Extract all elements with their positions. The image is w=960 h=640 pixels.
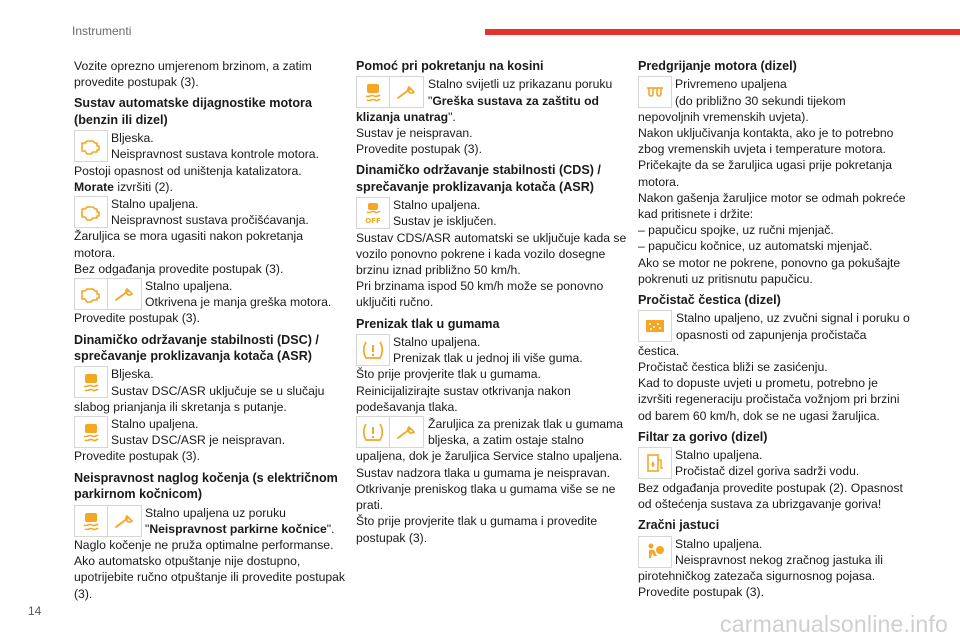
tyre-pressure-icon [356,334,390,366]
body-text: Bez odgađanja provedite postupak (2). Opasnost od oštećenja sustava za ubrizgavanje goriva! [638,480,903,511]
warning-description: Stalno upaljena. Sustav je isključen. [393,198,497,229]
section-title-preheating: Predgrijanje motora (dizel) [638,59,797,73]
warning-description: Stalno upaljena. Prenizak tlak u jednoj ili više guma. [393,335,583,366]
body-text: Sustav nadzora tlaka u gumama je neispravan. Otkrivanje preniskog tlaka u gumama više se ne prati. Što prije provjerite tlak u gumama i provedite postupak (3). [356,465,616,545]
body-text: Provedite postupak (3). [74,449,201,464]
body-text: Naglo kočenje ne pruža optimalne performanse. Ako automatsko otpuštanje nije dostupno, upotrijebite ručno otpuštanje ili provedite postupak (3). [74,537,346,601]
warning-row [74,416,346,448]
body-text: slabog prianjanja ili skretanja s putanje. [74,399,287,414]
warning-row [74,278,346,310]
section-title-fuel-filter: Filtar za gorivo (dizel) [638,429,768,444]
warning-description: Stalno svijetli uz prikazanu poruku "Greška sustava za zaštitu od klizanja unatrag". [356,77,613,124]
section-title-airbags: Zračni jastuci [638,518,720,533]
section-title-particle-filter: Pročistač čestica (dizel) [638,293,781,308]
body-text: Provedite postupak (3). [74,311,201,326]
skid-off-icon [356,197,390,229]
warning-description: Stalno upaljena. Sustav DSC/ASR je neispravan. [111,417,286,448]
section-title-emergency-braking: Neispravnost naglog kočenja (s električnom parkirnom kočnicom) [74,470,338,502]
wrench-icon [390,76,424,108]
body-text: Što prije provjerite tlak u gumama. Reinicijalizirajte sustav otkrivanja nakon podešavanja tlaka. [356,367,571,414]
warning-row [638,310,910,359]
particle-filter-icon [638,310,672,342]
warning-description: Privremeno upaljena (do približno 30 sekundi tijekom [675,77,846,108]
column-2 [356,58,628,546]
skid-warning-icon [74,416,108,448]
warning-row [356,197,628,229]
page-number: 14 [28,604,42,618]
warning-description: Žaruljica za prenizak tlak u gumama bljeska, a zatim ostaje stalno upaljena, dok je žaruljica Service stalno upaljena. [356,417,624,464]
body-text: Pročistač čestica bliži se zasićenju. Kad to dopuste uvjeti u prometu, potrebno je izvršiti regeneraciju pročistača vožnjom pri brzini od barem 60 km/h, dok se ne ugasi žaruljica. [638,360,900,423]
skid-warning-icon [356,76,390,108]
warning-description: Stalno upaljeno, uz zvučni signal i poruku o opasnosti od zapunjenja pročistača čestica. [638,311,910,358]
body-text: Sustav CDS/ASR automatski se uključuje kada se vozilo ponovno pokrene i kada vozilo dosegne brzinu iznad približno 50 km/h. Pri brzinama ispod 50 km/h može se ponovno uključiti ručno. [356,230,627,310]
section-title-cds-asr: Dinamičko održavanje stabilnosti (CDS) / sprečavanje proklizavanja kotača (ASR) [356,163,601,194]
warning-row [74,196,346,228]
header-accent-bar [485,29,960,35]
tyre-pressure-icon [356,416,390,448]
wrench-icon [108,278,142,310]
body-text: nepovoljnih vremenskih uvjeta). Nakon uključivanja kontakta, ako je to potrebno zbog vremenskih uvjeta i temperature motora. Pričekajte da se žaruljica ugasi prije pokretanja motora. Nakon gašenja žaruljice motor se odmah pokreće kad pritisnete i držite: – papučicu spojke, uz ručni mjenjač. – papučicu kočnice, uz automatski mjenjač. Ako se motor ne pokrene, ponovno ga pokušajte pokrenuti uz pritisnutu papučicu. [638,109,906,286]
warning-row [74,505,346,537]
warning-row [356,416,628,465]
warning-row [638,447,910,479]
wrench-icon [390,416,424,448]
watermark: carmanualsonline.info [720,611,948,637]
warning-description: Stalno upaljena. Pročistač dizel goriva sadrži vodu. [675,448,860,479]
column-3 [638,58,910,600]
body-text: Sustav je neispravan. Provedite postupak (3). [356,126,483,157]
section-title-engine-diagnostics: Sustav automatske dijagnostike motora (benzin ili dizel) [74,96,312,127]
skid-warning-icon [74,366,108,398]
glow-plug-icon [638,76,672,108]
warning-description: Stalno upaljena uz poruku "Neispravnost parkirne kočnice". [145,505,335,536]
skid-warning-icon [74,505,108,537]
warning-row [74,366,346,398]
warning-description: Stalno upaljena. Otkrivena je manja greška motora. [145,279,332,310]
warning-row [638,76,910,108]
body-text: Žaruljica se mora ugasiti nakon pokretanja motora. Bez odgađanja provedite postupak (3). [74,229,303,276]
fuel-filter-water-icon [638,447,672,479]
warning-description: Stalno upaljena. Neispravnost sustava pročišćavanja. [111,197,309,228]
section-title-hill-start: Pomoć pri pokretanju na kosini [356,59,544,73]
warning-description: Bljeska. Neispravnost sustava kontrole motora. [111,131,319,162]
airbag-warning-icon [638,536,672,568]
warning-row [638,536,910,568]
intro-text: Vozite oprezno umjerenom brzinom, a zatim provedite postupak (3). [74,59,312,90]
column-1 [74,58,346,602]
engine-warning-icon [74,278,108,310]
warning-row [356,334,628,366]
warning-description: Bljeska. Sustav DSC/ASR uključuje se u slučaju [111,367,325,398]
body-text: Postoji opasnost od uništenja katalizatora. [74,163,302,178]
wrench-icon [108,505,142,537]
body-text: Morate izvršiti (2). [74,179,173,194]
section-title-tyre-pressure: Prenizak tlak u gumama [356,316,500,331]
section-title-dsc-asr: Dinamičko održavanje stabilnosti (DSC) / sprečavanje proklizavanja kotača (ASR) [74,332,319,364]
engine-warning-icon [74,196,108,228]
engine-warning-icon [74,130,108,162]
page-header-title: Instrumenti [72,24,132,38]
warning-row [356,76,628,125]
body-text: pirotehničkog zatezača sigurnosnog pojasa. Provedite postupak (3). [638,568,876,600]
warning-row [74,130,346,162]
warning-description: Stalno upaljena. Neispravnost nekog zračnog jastuka ili [675,536,883,567]
